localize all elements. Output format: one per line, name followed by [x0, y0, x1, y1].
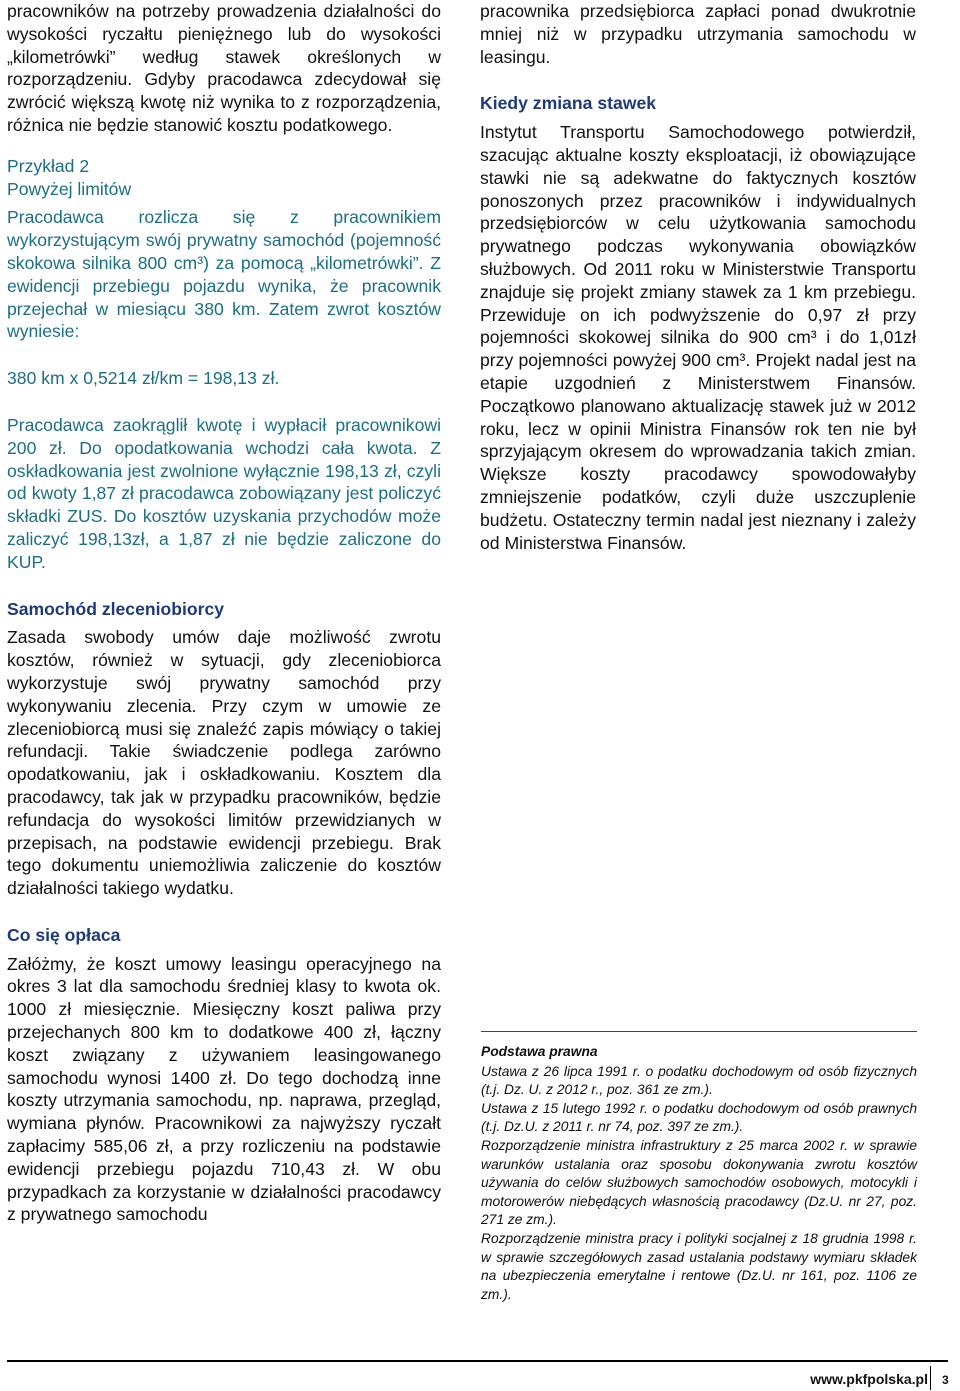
legal-basis-box [481, 1043, 917, 1304]
legal-item: Ustawa z 15 lutego 1992 r. o podatku dochodowym od osób prawnych (t.j. Dz.U. z 2011 r. nr 74, poz. 397 ze zm.). [481, 1100, 917, 1135]
example-subtitle: Powyżej limitów [7, 178, 132, 199]
footer-separator [930, 1366, 931, 1390]
example-title: Przykład 2 [7, 155, 90, 176]
legal-divider [481, 1031, 917, 1032]
left-intro-paragraph: pracowników na potrzeby prowadzenia działalności do wysokości ryczałtu pieniężnego lub do wysokości „kilometrówki” według stawek określonych w rozporządzeniu. Gdyby pracodawca zdecydował się zwrócić większą kwotę niż wynika to z rozporządzenia, różnica nie będzie stanowić kosztu podatkowego. [7, 1, 441, 135]
legal-item: Rozporządzenie ministra infrastruktury z 25 marca 2002 r. w sprawie warunków ustalania oraz sposobu dokonywania zwrotu kosztów używania do celów służbowych samochodów osobowych, motocykli i motorowerów niebędących własnością pracodawcy (Dz.U. nr 27, poz. 271 ze zm.). [481, 1137, 917, 1228]
section-heading-kiedy-zmiana: Kiedy zmiana stawek [480, 93, 657, 114]
section-text-kiedy-zmiana: Instytut Transportu Samochodowego potwierdził, szacując aktualne koszty eksploatacji, iż obowiązujące stawki nie są adekwatne do faktycznych kosztów ponoszonych przez pracowników i indywidualnych przedsiębiorców w celu użytkowania samochodu prywatnego podczas wykonywania obowiązków służbowych. Od 2011 roku w Ministerstwie Transportu znajduje się projekt zmiany stawek za 1 km przebiegu. Przewiduje on ich podwyższenie do 0,97 zł przy pojemności skokowej silnika do 900 cm³ i do 1,01zł przy pojemności powyżej 900 cm³. Projekt nadal jest na etapie uzgodnień z Ministerstwem Finansów. Początkowo planowano aktualizację stawek już w 2012 roku, lecz w opinii Ministra Finansów rok ten nie był sprzyjającym okresem do wprowadzania takich zmian. Większe koszty pracodawcy spowodowałyby zmniejszenie podatków, czyli duże uszczuplenie budżetu. Ostateczny termin nadal jest nieznany i zależy od Ministerstwa Finansów. [480, 122, 916, 553]
example-calculation: 380 km x 0,5214 zł/km = 198,13 zł. [7, 368, 280, 389]
right-column [480, 0, 916, 554]
footer-url-link[interactable]: www.pkfpolska.pl [810, 1371, 928, 1387]
legal-basis-title: Podstawa prawna [481, 1044, 598, 1059]
section-heading-zleceniobiorca: Samochód zleceniobiorcy [7, 598, 225, 619]
legal-item: Ustawa z 26 lipca 1991 r. o podatku dochodowym od osób fizycznych (t.j. Dz. U. z 2012 r., poz. 361 ze zm.). [481, 1063, 917, 1098]
page-number: 3 [942, 1373, 949, 1387]
footer-rule [7, 1360, 948, 1362]
legal-item: Rozporządzenie ministra pracy i polityki socjalnej z 18 grudnia 1998 r. w sprawie szczegółowych zasad ustalania podstawy wymiaru składek na ubezpieczenia emerytalne i rentowe (Dz.U. nr 161, poz. 1106 ze zm.). [481, 1230, 917, 1302]
section-text-co-sie-oplaca: Załóżmy, że koszt umowy leasingu operacyjnego na okres 3 lat dla samochodu średniej klasy to kwota ok. 1000 zł miesięcznie. Miesięczny koszt paliwa przy przejechanych 800 km to dodatkowe 400 zł, łączny koszt związany z używaniem leasingowanego samochodu wynosi 1400 zł. Do tego dochodzą inne koszty utrzymania samochodu, np. naprawa, przegląd, wymiana płynów. Pracownikowi za najwyższy ryczałt zapłacimy 585,06 zł, a przy rozliczeniu na podstawie ewidencji przebiegu pojazdu 710,43 zł. W obu przypadkach za korzystanie w działalności pracodawcy z prywatnego samochodu [7, 953, 441, 1225]
example-paragraph: Pracodawca rozlicza się z pracownikiem wykorzystującym swój prywatny samochód (pojemność skokowa silnika 800 cm³) za pomocą „kilometrówki”. Z ewidencji przebiegu pojazdu wynika, że pracownik przejechał w miesiącu 380 km. Zatem zwrot kosztów wyniesie: [7, 207, 441, 342]
right-intro-paragraph: pracownika przedsiębiorca zapłaci ponad dwukrotnie mniej niż w przypadku utrzymania samochodu w leasingu. [480, 1, 916, 67]
left-column [7, 0, 441, 1226]
example-conclusion: Pracodawca zaokrąglił kwotę i wypłacił pracownikowi 200 zł. Do opodatkowania wchodzi cała kwota. Z oskładkowania jest zwolnione wyłącznie 198,13 zł, czyli od kwoty 1,87 zł pracodawca zobowiązany jest policzyć składki ZUS. Do kosztów uzyskania przychodów może zaliczyć 198,13zł, a 1,87 zł nie będzie zaliczone do KUP. [7, 414, 441, 572]
section-text-zleceniobiorca: Zasada swobody umów daje możliwość zwrotu kosztów, również w sytuacji, gdy zleceniobiorca wykorzystuje swój prywatny samochód przy wykonywaniu zlecenia. Przy czym w umowie ze zleceniobiorcą musi się znaleźć zapis mówiący o takiej refundacji. Takie świadczenie podlega zarówno opodatkowaniu, jak i oskładkowaniu. Kosztem dla pracodawcy, tak jak w przypadku pracowników, będzie refundacja do wysokości limitów przewidzianych w przepisach, na podstawie ewidencji przebiegu. Brak tego dokumentu uniemożliwia zaliczenie do kosztów działalności takiego wydatku. [7, 627, 441, 899]
section-heading-co-sie-oplaca: Co się opłaca [7, 924, 121, 945]
